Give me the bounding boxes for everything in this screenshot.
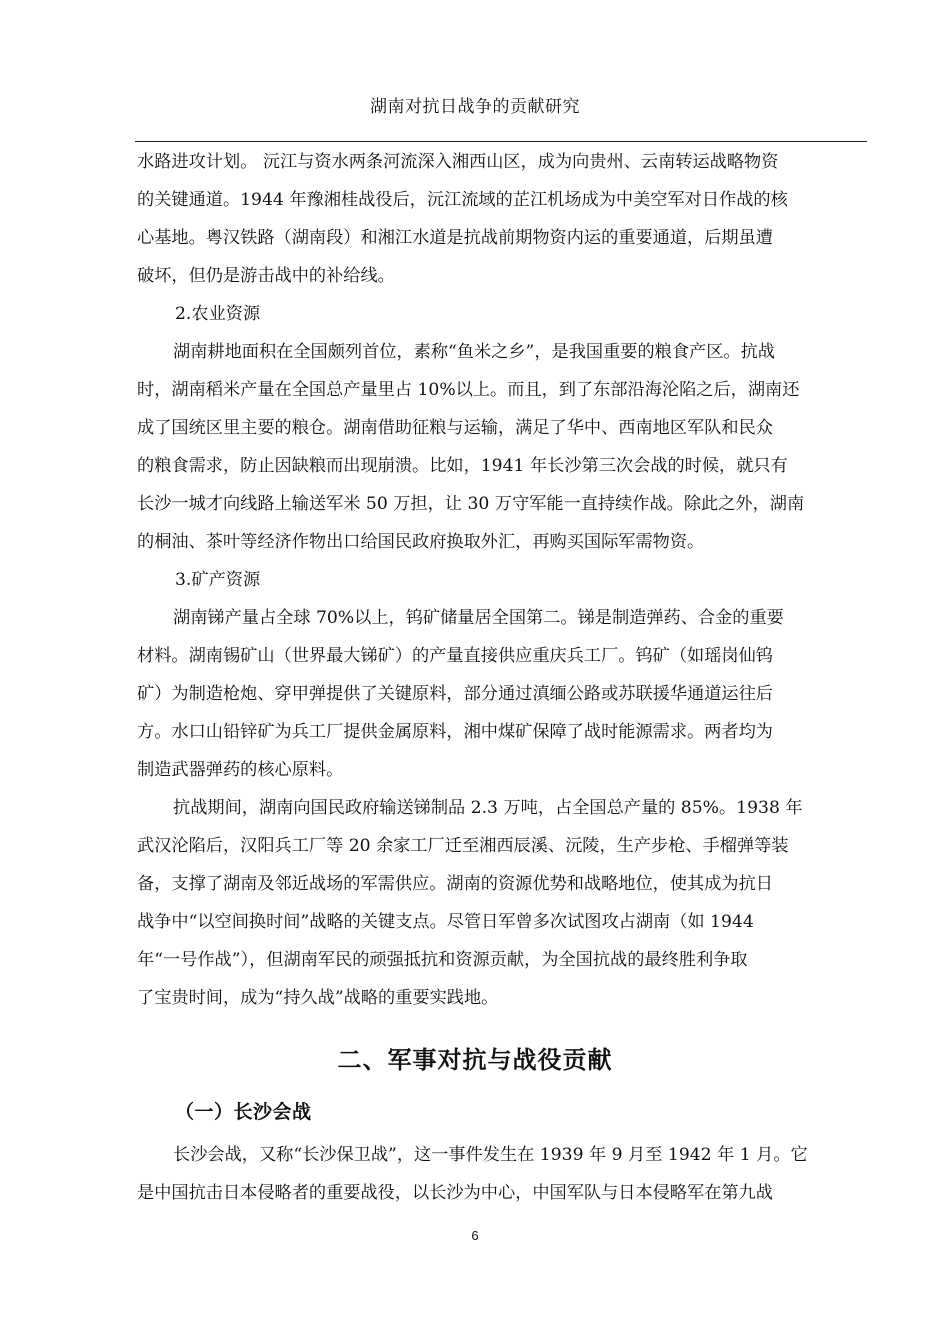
paragraph-line: 了宝贵时间，成为“持久战”战略的重要实践地。 — [137, 988, 499, 1008]
paragraph-line: 长沙一城才向线路上输送军米 50 万担，让 30 万守军能一直持续作战。除此之外，湖南 — [137, 494, 805, 514]
body-text — [137, 143, 859, 1017]
header-rule — [135, 141, 867, 142]
paragraph-line: 破坏，但仍是游击战中的补给线。 — [137, 266, 395, 286]
paragraph-line: 备，支撑了湖南及邻近战场的军需供应。湖南的资源优势和战略地位，使其成为抗日 — [137, 874, 773, 894]
running-header: 湖南对抗日战争的贡献研究 — [370, 97, 580, 117]
paragraph-line: 抗战期间，湖南向国民政府输送锑制品 2.3 万吨，占全国总产量的 85%。1938 年 — [173, 798, 803, 818]
page-number: 6 — [471, 1228, 479, 1243]
body-text-changsha — [137, 1136, 859, 1212]
paragraph-line: 长沙会战，又称“长沙保卫战”，这一事件发生在 1939 年 9 月至 1942 年 1 月。它 — [173, 1145, 808, 1165]
paragraph-line: 材料。湖南锡矿山（世界最大锑矿）的产量直接供应重庆兵工厂。钨矿（如瑶岗仙钨 — [137, 646, 773, 666]
paragraph-line: 水路进攻计划。 沅江与资水两条河流深入湘西山区，成为向贵州、云南转运战略物资 — [137, 152, 779, 172]
paragraph-line: 年“一号作战”），但湖南军民的顽强抵抗和资源贡献，为全国抗战的最终胜利争取 — [137, 950, 748, 970]
paragraph-line: 战争中“以空间换时间”战略的关键支点。尽管日军曾多次试图攻占湖南（如 1944 — [137, 912, 754, 932]
paragraph-line: 方。水口山铅锌矿为兵工厂提供金属原料，湘中煤矿保障了战时能源需求。两者均为 — [137, 722, 773, 742]
paragraph-line: 湖南锑产量占全球 70%以上，钨矿储量居全国第二。锑是制造弹药、合金的重要 — [173, 608, 784, 628]
paragraph-line: 制造武器弹药的核心原料。 — [137, 760, 344, 780]
section-title: 二、军事对抗与战役贡献 — [337, 1046, 613, 1074]
paragraph-line: 湖南耕地面积在全国颇列首位，素称“鱼米之乡”，是我国重要的粮食产区。抗战 — [173, 342, 775, 362]
subsection-title: （一）长沙会战 — [175, 1101, 312, 1123]
paragraph-line: 是中国抗击日本侵略者的重要战役，以长沙为中心，中国军队与日本侵略军在第九战 — [137, 1183, 773, 1203]
paragraph-line: 心基地。粤汉铁路（湖南段）和湘江水道是抗战前期物资内运的重要通道，后期虽遭 — [137, 228, 773, 248]
paragraph-line: 的粮食需求，防止因缺粮而出现崩溃。比如，1941 年长沙第三次会战的时候，就只有 — [137, 456, 788, 476]
paragraph-line: 成了国统区里主要的粮仓。湖南借助征粮与运输，满足了华中、西南地区军队和民众 — [137, 418, 773, 438]
paragraph-line: 的桐油、茶叶等经济作物出口给国民政府换取外汇，再购买国际军需物资。 — [137, 532, 705, 552]
paragraph-line: 时，湖南稻米产量在全国总产量里占 10%以上。而且，到了东部沿海沦陷之后，湖南还 — [137, 380, 800, 400]
paragraph-line: 矿）为制造枪炮、穿甲弹提供了关键原料，部分通过滇缅公路或苏联援华通道运往后 — [137, 684, 773, 704]
paragraph-line: 武汉沦陷后，汉阳兵工厂等 20 余家工厂迁至湘西辰溪、沅陵，生产步枪、手榴弹等装 — [137, 836, 789, 856]
paragraph-line: 的关键通道。1944 年豫湘桂战役后，沅江流域的芷江机场成为中美空军对日作战的核 — [137, 190, 788, 210]
heading-agriculture: 2.农业资源 — [175, 304, 261, 324]
heading-minerals: 3.矿产资源 — [175, 570, 261, 590]
